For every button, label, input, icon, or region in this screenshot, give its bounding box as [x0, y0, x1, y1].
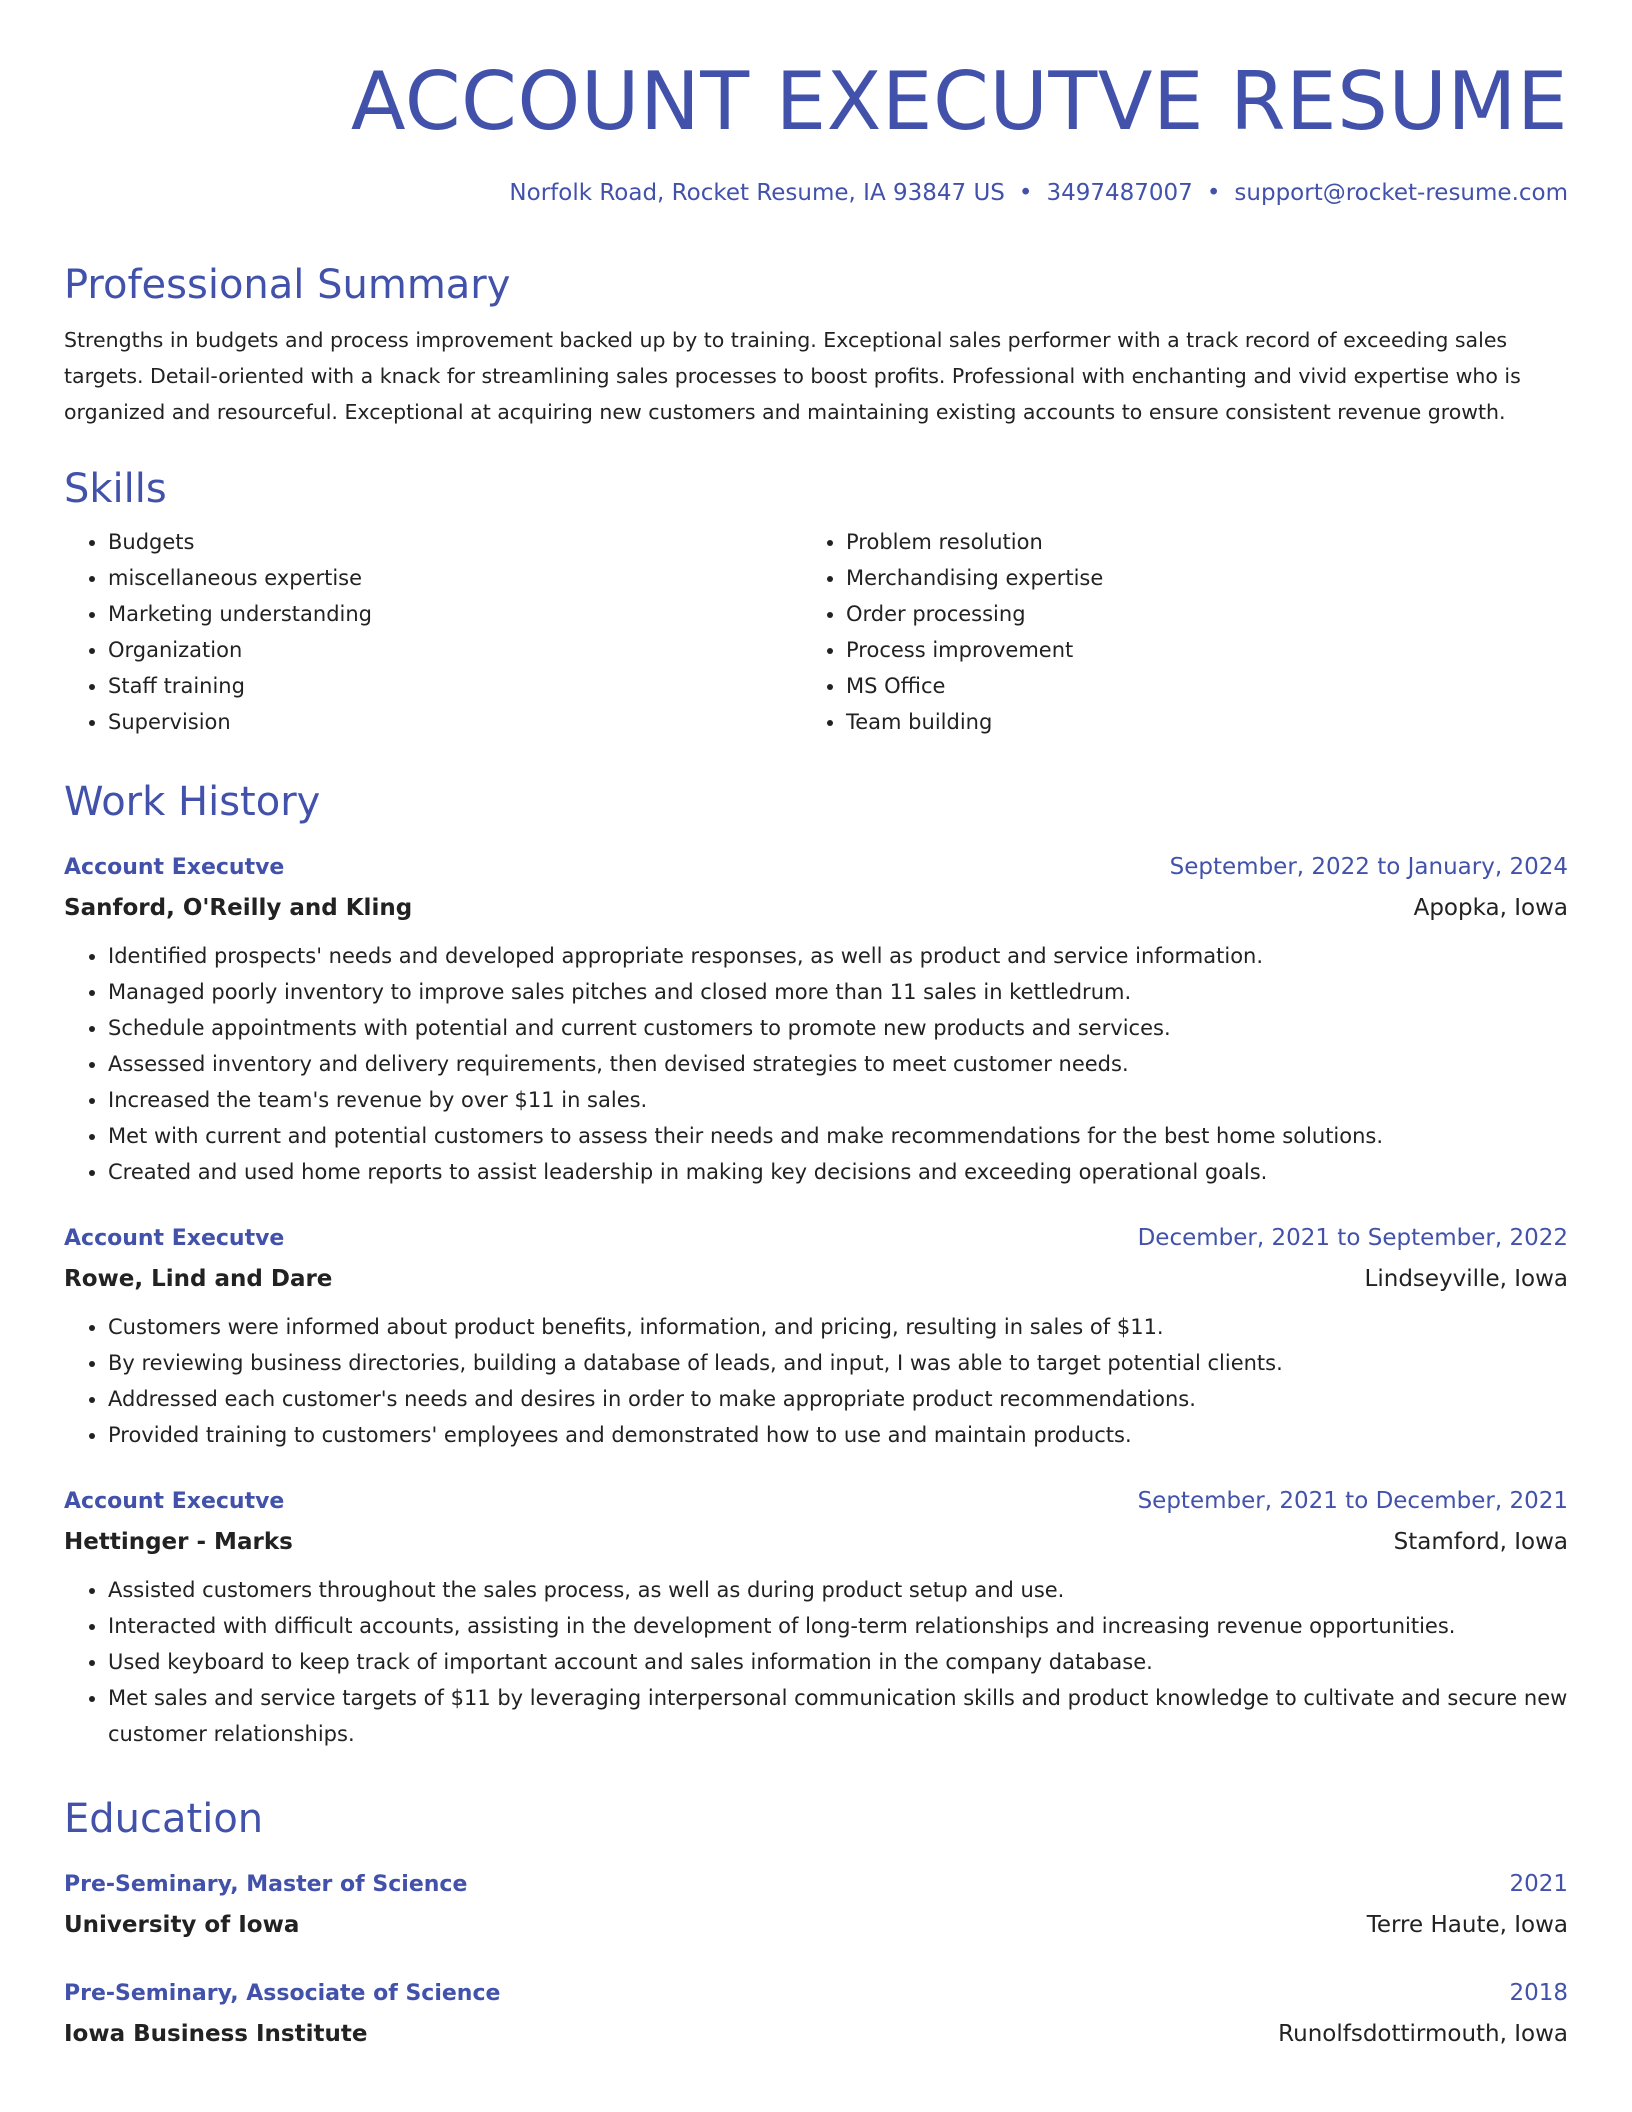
skills-section	[64, 464, 1568, 740]
job-location: Stamford, Iowa	[1393, 1529, 1568, 1555]
job-bullet: • Schedule appointments with potential and current customers to promote new products and services.	[108, 1010, 1568, 1046]
job-dates: September, 2021 to December, 2021	[1137, 1488, 1568, 1514]
job-bullet: • Addressed each customer's needs and desires in order to make appropriate product recommendations.	[108, 1381, 1568, 1417]
degree-name: Pre-Seminary, Master of Science	[64, 1872, 468, 1897]
skills-list-left	[64, 524, 802, 740]
job-dates: December, 2021 to September, 2022	[1137, 1225, 1568, 1251]
company-name: Hettinger - Marks	[64, 1529, 293, 1555]
job-header-row	[64, 847, 1568, 888]
job-bullet: • Assisted customers throughout the sales process, as well as during product setup and use.	[108, 1572, 1568, 1608]
job-bullet: • Identified prospects' needs and developed appropriate responses, as well as product and service information.	[108, 938, 1568, 974]
section-title-summary: Professional Summary	[64, 262, 511, 308]
job-title: Account Executve	[64, 1489, 285, 1514]
school-name: University of Iowa	[64, 1912, 300, 1938]
job-bullet: • Met sales and service targets of $11 by leveraging interpersonal communication skills and product knowledge to cultivate and secure new customer relationships.	[108, 1680, 1568, 1752]
section-title-work: Work History	[64, 779, 321, 825]
job-title: Account Executve	[64, 855, 285, 880]
job-bullet: • Managed poorly inventory to improve sales pitches and closed more than 11 sales in kettledrum.	[108, 974, 1568, 1010]
education-school-row	[64, 1905, 1568, 1945]
job-bullets	[64, 1572, 1568, 1752]
skill-item: • MS Office	[846, 668, 1540, 704]
jobs-list	[64, 847, 1568, 1752]
job-bullet: • Used keyboard to keep track of important account and sales information in the company database.	[108, 1644, 1568, 1680]
skill-item: • Organization	[108, 632, 802, 668]
school-location: Runolfsdottirmouth, Iowa	[1278, 2021, 1568, 2047]
section-title-education: Education	[64, 1796, 264, 1842]
skill-item: • Budgets	[108, 524, 802, 560]
company-name: Sanford, O'Reilly and Kling	[64, 895, 413, 921]
job-bullet: • Interacted with difficult accounts, assisting in the development of long-term relationships and increasing revenue opportunities.	[108, 1608, 1568, 1644]
skill-item: • Problem resolution	[846, 524, 1540, 560]
job-company-row	[64, 888, 1568, 928]
skills-grid	[64, 524, 1568, 740]
contact-line	[509, 180, 1568, 206]
phone-text: 3497487007	[1046, 180, 1193, 206]
education-header-row	[64, 1973, 1568, 2014]
job-title: Account Executve	[64, 1226, 285, 1251]
summary-paragraph: Strengths in budgets and process improvement backed up by to training. Exceptional sales performer with a track record of exceeding sales targets. Detail-oriented with a knack for streamlining sales processes to boost profits. Professional with enchanting and vivid expertise who is organized and resourceful. Exceptional at acquiring new customers and maintaining existing accounts to ensure consistent revenue growth.	[64, 328, 1521, 424]
separator-dot: •	[1018, 180, 1033, 206]
skill-item: • Team building	[846, 704, 1540, 740]
skills-column-left	[64, 524, 802, 740]
job-dates: September, 2022 to January, 2024	[1169, 854, 1568, 880]
resume-header	[64, 52, 1568, 152]
email-link[interactable]: support@rocket-resume.com	[1234, 180, 1568, 206]
skill-item: • Merchandising expertise	[846, 560, 1540, 596]
job-company-row	[64, 1259, 1568, 1299]
company-name: Rowe, Lind and Dare	[64, 1266, 333, 1292]
skill-item: • Supervision	[108, 704, 802, 740]
skills-column-right	[802, 524, 1540, 740]
skill-item: • Staff training	[108, 668, 802, 704]
skill-item: • Marketing understanding	[108, 596, 802, 632]
job-entry	[64, 1481, 1568, 1752]
job-bullet: • Customers were informed about product benefits, information, and pricing, resulting in sales of $11.	[108, 1309, 1568, 1345]
job-bullet: • Provided training to customers' employees and demonstrated how to use and maintain products.	[108, 1417, 1568, 1453]
job-header-row	[64, 1481, 1568, 1522]
degree-name: Pre-Seminary, Associate of Science	[64, 1981, 501, 2006]
skills-list-right	[802, 524, 1540, 740]
job-bullets	[64, 1309, 1568, 1453]
skill-item: • Order processing	[846, 596, 1540, 632]
skill-item: • Process improvement	[846, 632, 1540, 668]
job-bullet: • Increased the team's revenue by over $11 in sales.	[108, 1082, 1568, 1118]
school-name: Iowa Business Institute	[64, 2021, 368, 2047]
job-company-row	[64, 1522, 1568, 1562]
skill-item: • miscellaneous expertise	[108, 560, 802, 596]
graduation-year: 2021	[1509, 1871, 1568, 1897]
education-school-row	[64, 2014, 1568, 2054]
job-entry	[64, 1218, 1568, 1453]
education-section	[64, 1794, 1568, 2054]
separator-dot: •	[1206, 180, 1221, 206]
education-entry	[64, 1864, 1568, 1945]
job-location: Apopka, Iowa	[1413, 895, 1568, 921]
job-bullets	[64, 938, 1568, 1190]
education-entry	[64, 1973, 1568, 2054]
graduation-year: 2018	[1509, 1980, 1568, 2006]
education-list	[64, 1864, 1568, 2054]
job-bullet: • By reviewing business directories, building a database of leads, and input, I was able to target potential clients.	[108, 1345, 1568, 1381]
work-history-section	[64, 777, 1568, 1752]
address-text: Norfolk Road, Rocket Resume, IA 93847 US	[509, 180, 1005, 206]
summary-section	[64, 260, 1568, 430]
job-location: Lindseyville, Iowa	[1364, 1266, 1568, 1292]
job-bullet: • Met with current and potential customers to assess their needs and make recommendations for the best home solutions.	[108, 1118, 1568, 1154]
job-bullet: • Assessed inventory and delivery requirements, then devised strategies to meet customer needs.	[108, 1046, 1568, 1082]
job-bullet: • Created and used home reports to assist leadership in making key decisions and exceeding operational goals.	[108, 1154, 1568, 1190]
resume-title: ACCOUNT EXECUTVE RESUME	[350, 55, 1568, 148]
section-title-skills: Skills	[64, 466, 167, 512]
job-header-row	[64, 1218, 1568, 1259]
school-location: Terre Haute, Iowa	[1366, 1912, 1568, 1938]
job-entry	[64, 847, 1568, 1190]
education-header-row	[64, 1864, 1568, 1905]
